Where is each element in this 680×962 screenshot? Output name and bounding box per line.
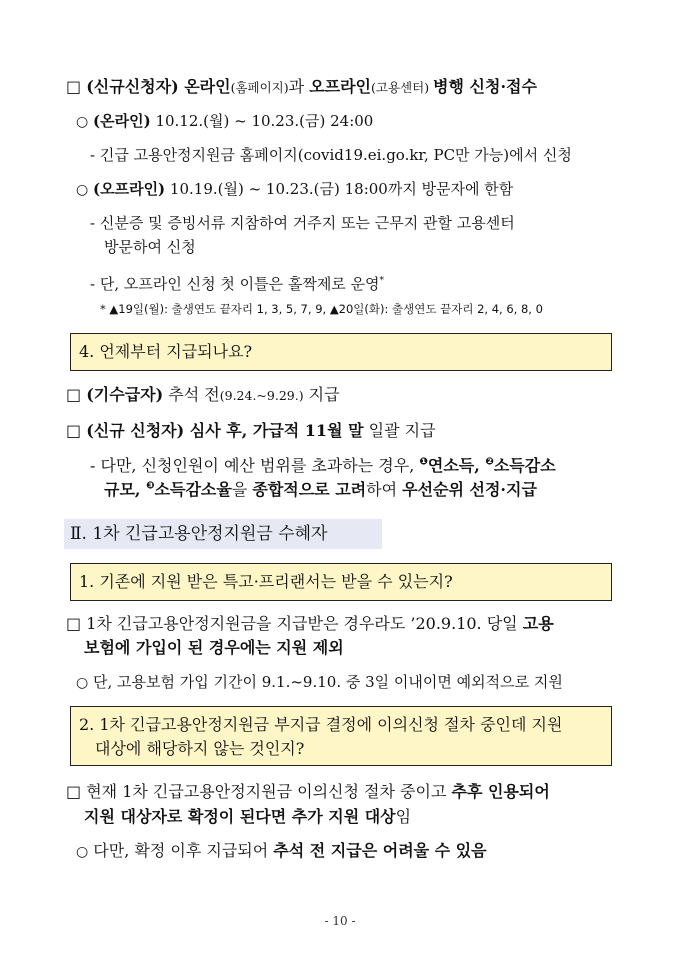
circle-bullet: ○ [76, 182, 89, 198]
line-priority-cont: 규모, $^❸$소득감소율을 종합적으로 고려하여 우선순위 선정·지급 [104, 480, 537, 499]
page-number: - 10 - [324, 914, 356, 928]
square-bullet: □ [66, 77, 82, 96]
circle-bullet: ○ [76, 675, 89, 691]
square-bullet: □ [66, 614, 82, 633]
section-heading-2: Ⅱ. 1차 긴급고용안정지원금 수혜자 [64, 519, 382, 549]
question-box-2: 2. 1차 긴급고용안정지원금 부지급 결정에 이의신청 절차 중인데 지원 대상에 해당하지 않는 것인지? [70, 706, 612, 766]
square-bullet: □ [66, 782, 82, 801]
circle-bullet: ○ [76, 114, 89, 130]
line-first-round: □ 1차 긴급고용안정지원금을 지급받은 경우라도 ’20.9.10. 당일 고용 [66, 614, 554, 633]
footnote-odd-even: * ▲19일(월): 출생연도 끝자리 1, 3, 5, 7, 9, ▲20일(화): 출생연도 끝자리 2, 4, 6, 8, 0 [100, 302, 543, 316]
line-online-period: ○ (온라인) 10.12.(월) ~ 10.23.(금) 24:00 [76, 112, 374, 130]
line-objection: □ 현재 1차 긴급고용안정지원금 이의신청 절차 중이고 추후 인용되어 [66, 782, 550, 801]
question-box-1: 1. 기존에 지원 받은 특고·프리랜서는 받을 수 있는지? [70, 563, 612, 601]
line-priority: - 다만, 신청인원이 예산 범위를 초과하는 경우, $^❶$연소득, $^❷$소득감소 [90, 456, 556, 475]
line-online-offline: □ (신규신청자) 온라인(홈페이지)과 오프라인(고용센터) 병행 신청·접수 [66, 77, 537, 96]
square-bullet: □ [66, 385, 82, 404]
question-box-4: 4. 언제부터 지급되나요? [70, 333, 612, 371]
line-payment-timing: ○ 다만, 확정 이후 지급되어 추석 전 지급은 어려울 수 있음 [76, 841, 487, 860]
line-offline-docs-cont: 방문하여 신청 [104, 238, 196, 256]
line-online-site: - 긴급 고용안정지원금 홈페이지(covid19.ei.go.kr, PC만 가능)에서 신청 [90, 146, 572, 164]
line-offline-docs: - 신분증 및 증빙서류 지참하여 거주지 또는 근무지 관할 고용센터 [90, 214, 515, 232]
line-objection-cont: 지원 대상자로 확정이 된다면 추가 지원 대상임 [84, 807, 412, 826]
line-existing-recipients: □ (기수급자) 추석 전(9.24.~9.29.) 지급 [66, 385, 340, 404]
circle-bullet: ○ [76, 844, 89, 860]
line-offline-period: ○ (오프라인) 10.19.(월) ~ 10.23.(금) 18:00까지 방문자에 한함 [76, 180, 514, 198]
line-new-applicants: □ (신규 신청자) 심사 후, 가급적 11월 말 일괄 지급 [66, 421, 436, 440]
square-bullet: □ [66, 421, 82, 440]
line-first-round-cont: 보험에 가입이 된 경우에는 지원 제외 [84, 638, 344, 657]
line-odd-even: - 단, 오프라인 신청 첫 이틀은 홀짝제로 운영* [90, 275, 385, 293]
line-exception: ○ 단, 고용보험 가입 기간이 9.1.~9.10. 중 3일 이내이면 예외적으로 지원 [76, 673, 563, 691]
